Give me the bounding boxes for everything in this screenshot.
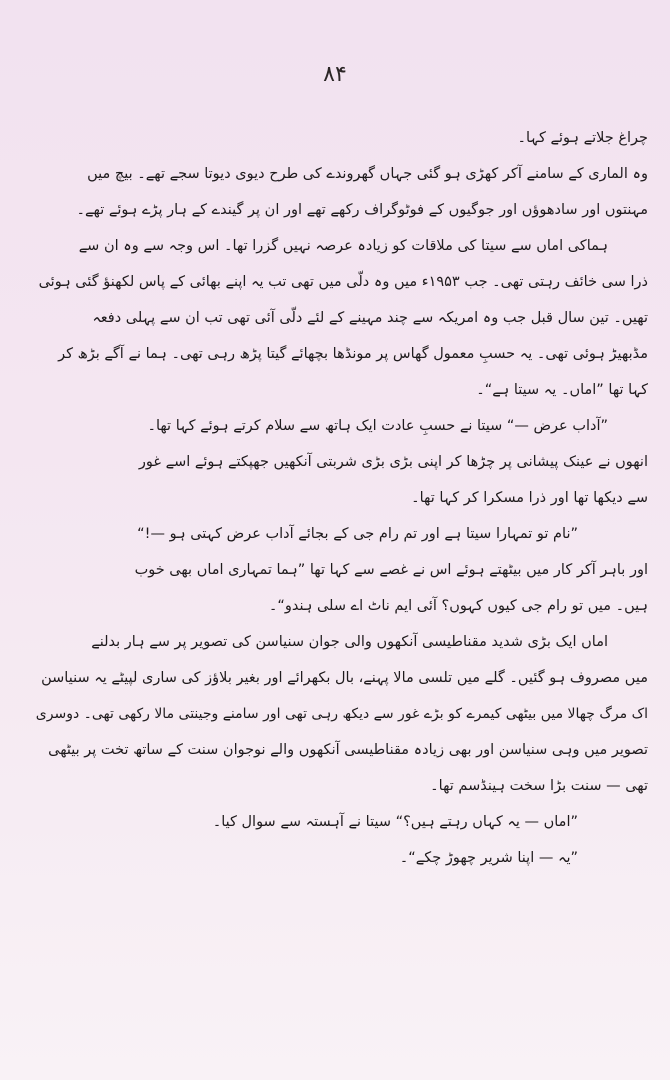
text-line: ذرا سی خائف رہتی تھی۔ جب ۱۹۵۳ء میں وہ دلّی میں تھی تب یہ اپنے بھائی کے پاس لکھنؤ گئی ہوئی	[38, 274, 648, 290]
body-text	[22, 120, 648, 876]
text-line: میں مصروف ہو گئیں۔ گلے میں تلسی مالا پہنے، بال بکھرائے اور بغیر بلاؤز کی ساری لپیٹے یہ سنیاسن	[41, 670, 648, 686]
text-line: مہنتوں اور سادھوؤں اور جوگیوں کے فوٹوگراف رکھے تھے اور ان پر گیندے کے ہار پڑے ہوئے تھے۔	[76, 202, 648, 218]
page-number: ۸۴	[323, 62, 347, 87]
text-line: مڈبھیڑ ہوئی تھی۔ یہ حسبِ معمول گھاس پر مونڈھا بچھائے گیتا پڑھ رہی تھی۔ ہما نے آگے بڑھ کر	[58, 346, 648, 362]
text-line: ”نام تو تمہارا سیتا ہے اور تم رام جی کے بجائے آداب عرض کہتی ہو —!“	[137, 526, 578, 542]
text-line: ہیں۔ میں تو رام جی کیوں کہوں؟ آئی ایم ناٹ اے سلی ہندو“۔	[268, 598, 648, 614]
text-line: انھوں نے عینک پیشانی پر چڑھا کر اپنی بڑی بڑی شربتی آنکھیں جھپکتے ہوئے اسے غور	[138, 454, 648, 470]
text-line: تصویر میں وہی سنیاسن اور بھی زیادہ مقناطیسی آنکھوں والے نوجوان سنت کے ساتھ تخت پر بیٹھی	[48, 742, 648, 758]
text-line: وہ الماری کے سامنے آکر کھڑی ہو گئی جہاں گھروندے کی طرح دیوی دیوتا سجے تھے۔ بیچ میں	[87, 166, 648, 182]
text-line: تھیں۔ تین سال قبل جب وہ امریکہ سے چند مہینے کے لئے دلّی آئی تھی تب ان سے پہلی دفعہ	[92, 310, 648, 326]
text-line: سے دیکھا تھا اور ذرا مسکرا کر کہا تھا۔	[411, 490, 648, 506]
text-line: چراغ جلاتے ہوئے کہا۔	[517, 130, 648, 146]
text-line: اک مرگ چھالا میں بیٹھی کیمرے کو بڑے غور سے دیکھ رہی تھی اور سامنے وجینتی مالا رکھی تھی۔ دوسری	[35, 706, 648, 722]
text-line: اور باہر آکر کار میں بیٹھتے ہوئے اس نے غصے سے کہا تھا ”ہما تمہاری اماں بھی خوب	[134, 562, 648, 578]
text-line: اماں ایک بڑی شدید مقناطیسی آنکھوں والی جوان سنیاسن کی تصویر پر سے ہار بدلنے	[91, 634, 608, 650]
text-line: کہا تھا ”اماں۔ یہ سیتا ہے“۔	[476, 382, 648, 398]
text-line: ”آداب عرض —“ سیتا نے حسبِ عادت ایک ہاتھ سے سلام کرتے ہوئے کہا تھا۔	[147, 418, 608, 434]
text-line: ”اماں — یہ کہاں رہتے ہیں؟“ سیتا نے آہستہ سے سوال کیا۔	[212, 814, 578, 830]
text-line: تھی — سنت بڑا سخت ہینڈسم تھا۔	[430, 778, 648, 794]
text-line: ہماکی اماں سے سیتا کی ملاقات کو زیادہ عرصہ نہیں گزرا تھا۔ اس وجہ سے وہ ان سے	[78, 238, 608, 254]
text-line: ”یہ — اپنا شریر چھوڑ چکے“۔	[399, 850, 578, 866]
